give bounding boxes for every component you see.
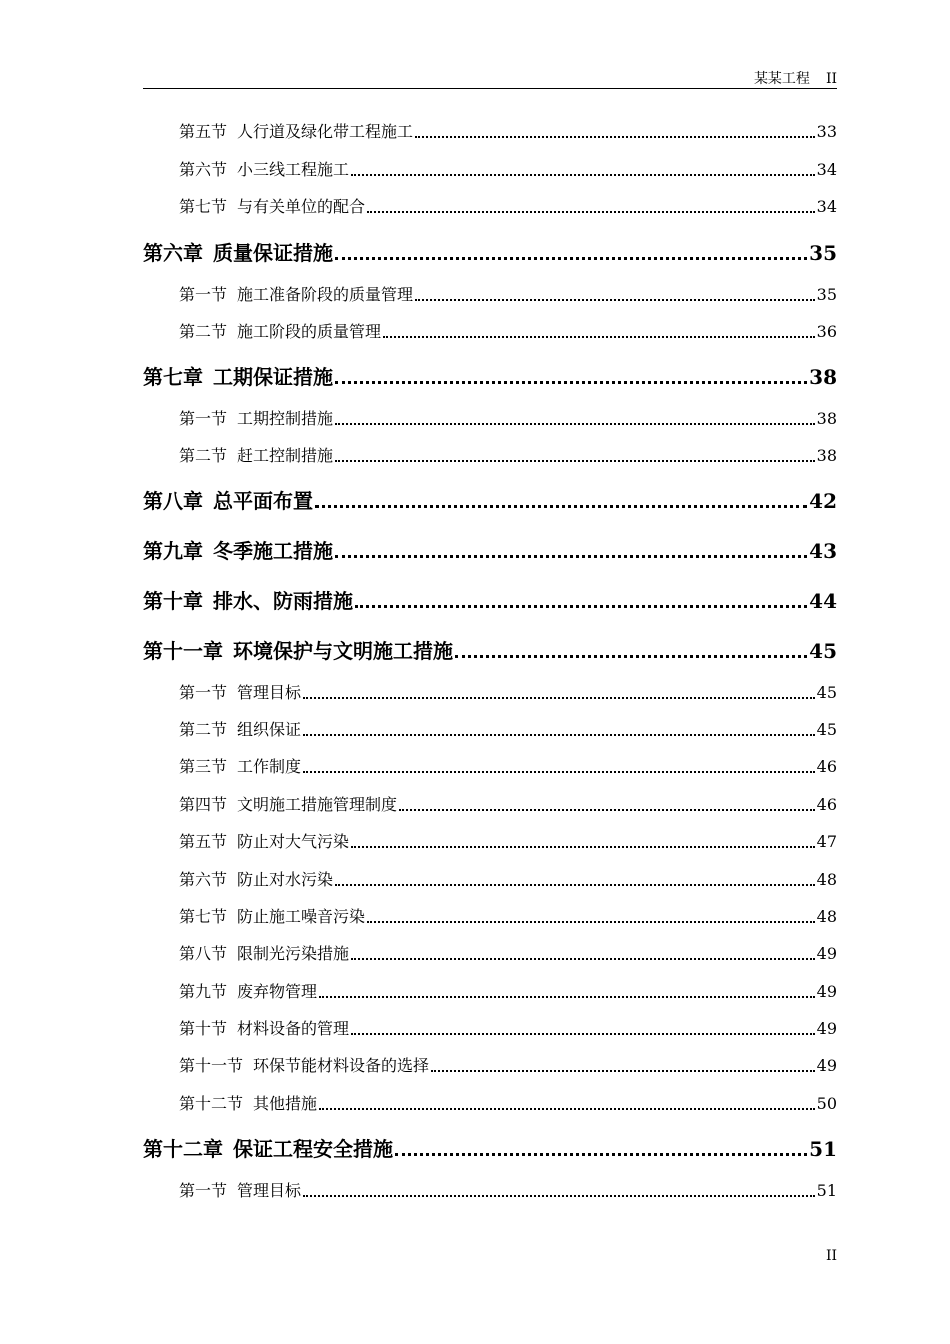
toc-dot-leader — [355, 605, 807, 608]
toc-section-entry[interactable] — [179, 681, 837, 705]
toc-dot-leader — [315, 505, 807, 508]
toc-dot-leader — [351, 174, 815, 176]
toc-entry-text: 材料设备的管理 — [237, 1019, 350, 1038]
toc-chapter-entry[interactable] — [143, 362, 837, 392]
toc-entry-page: 49 — [816, 944, 837, 963]
toc-entry-text: 施工准备阶段的质量管理 — [237, 285, 414, 304]
toc-entry-number: 第七节 — [179, 907, 228, 926]
toc-entry-text: 限制光污染措施 — [237, 944, 350, 963]
toc-section-entry[interactable] — [179, 407, 837, 431]
toc-dot-leader — [335, 555, 807, 558]
toc-entry-text: 管理目标 — [237, 1181, 302, 1200]
toc-chapter-entry[interactable] — [143, 1134, 837, 1164]
toc-entry-number: 第八章 — [143, 489, 203, 513]
toc-entry-title — [179, 120, 413, 144]
toc-entry-text: 总平面布置 — [213, 489, 313, 513]
toc-entry-page: 50 — [816, 1094, 837, 1113]
header-page-number: II — [825, 71, 837, 87]
toc-entry-number: 第一节 — [179, 285, 228, 304]
toc-dot-leader — [335, 257, 807, 260]
toc-entry-text: 与有关单位的配合 — [237, 197, 366, 216]
toc-entry-title — [143, 362, 333, 392]
toc-entry-title — [143, 238, 333, 268]
toc-entry-title — [143, 536, 333, 566]
toc-entry-number: 第六章 — [143, 241, 203, 265]
toc-entry-number: 第十一节 — [179, 1056, 244, 1075]
toc-entry-title — [179, 320, 381, 344]
toc-entry-text: 防止施工噪音污染 — [237, 907, 366, 926]
toc-dot-leader — [351, 1033, 815, 1035]
toc-entry-text: 工期控制措施 — [237, 409, 334, 428]
toc-chapter-entry[interactable] — [143, 486, 837, 516]
toc-dot-leader — [319, 996, 815, 998]
toc-entry-page: 43 — [809, 539, 837, 563]
toc-dot-leader — [335, 884, 815, 886]
toc-entry-number: 第五节 — [179, 122, 228, 141]
toc-entry-number: 第二节 — [179, 322, 228, 341]
toc-section-entry[interactable] — [179, 120, 837, 144]
toc-chapter-entry[interactable] — [143, 636, 837, 666]
toc-entry-title — [179, 793, 397, 817]
toc-entry-text: 工期保证措施 — [213, 365, 333, 389]
toc-entry-text: 防止对水污染 — [237, 870, 334, 889]
toc-entry-number: 第十二节 — [179, 1094, 244, 1113]
toc-entry-title — [143, 636, 453, 666]
toc-entry-text: 工作制度 — [237, 757, 302, 776]
toc-dot-leader — [399, 809, 815, 811]
toc-dot-leader — [383, 336, 815, 338]
toc-entry-number: 第五节 — [179, 832, 228, 851]
toc-entry-title — [143, 486, 313, 516]
toc-entry-page: 45 — [816, 720, 837, 739]
toc-chapter-entry[interactable] — [143, 586, 837, 616]
toc-entry-title — [179, 980, 317, 1004]
toc-dot-leader — [303, 1195, 815, 1197]
toc-entry-page: 48 — [816, 870, 837, 889]
toc-chapter-entry[interactable] — [143, 536, 837, 566]
toc-entry-title — [179, 444, 333, 468]
toc-entry-title — [179, 718, 301, 742]
toc-entry-page: 38 — [816, 409, 837, 428]
toc-entry-title — [179, 158, 349, 182]
toc-entry-title — [143, 1134, 393, 1164]
toc-entry-number: 第四节 — [179, 795, 228, 814]
toc-entry-number: 第十二章 — [143, 1137, 223, 1161]
toc-dot-leader — [415, 136, 815, 138]
toc-entry-title — [179, 1092, 317, 1116]
toc-section-entry[interactable] — [179, 283, 837, 307]
toc-dot-leader — [455, 655, 807, 658]
toc-dot-leader — [431, 1070, 815, 1072]
toc-entry-number: 第十一章 — [143, 639, 223, 663]
toc-entry-title — [179, 755, 301, 779]
toc-entry-text: 环境保护与文明施工措施 — [233, 639, 453, 663]
toc-entry-text: 组织保证 — [237, 720, 302, 739]
toc-entry-number: 第一节 — [179, 1181, 228, 1200]
toc-entry-number: 第九节 — [179, 982, 228, 1001]
toc-dot-leader — [303, 771, 815, 773]
toc-dot-leader — [335, 460, 815, 462]
toc-entry-title — [179, 1179, 301, 1203]
toc-section-entry[interactable] — [179, 755, 837, 779]
toc-section-entry[interactable] — [179, 1017, 837, 1041]
toc-entry-number: 第七节 — [179, 197, 228, 216]
toc-entry-number: 第二节 — [179, 720, 228, 739]
toc-entry-number: 第三节 — [179, 757, 228, 776]
footer-page-number: II — [825, 1248, 837, 1264]
toc-section-entry[interactable] — [179, 830, 837, 854]
toc-entry-title — [179, 905, 365, 929]
toc-entry-page: 49 — [816, 982, 837, 1001]
toc-entry-page: 45 — [816, 683, 837, 702]
toc-entry-page: 45 — [809, 639, 837, 663]
toc-entry-text: 保证工程安全措施 — [233, 1137, 393, 1161]
toc-section-entry[interactable] — [179, 158, 837, 182]
toc-entry-page: 51 — [816, 1181, 837, 1200]
toc-entry-text: 人行道及绿化带工程施工 — [237, 122, 414, 141]
toc-entry-title — [179, 868, 333, 892]
toc-entry-title — [179, 1017, 349, 1041]
toc-entry-page: 38 — [816, 446, 837, 465]
toc-entry-text: 赶工控制措施 — [237, 446, 334, 465]
toc-dot-leader — [335, 423, 815, 425]
toc-entry-number: 第十节 — [179, 1019, 228, 1038]
toc-entry-number: 第一节 — [179, 683, 228, 702]
toc-entry-text: 小三线工程施工 — [237, 160, 350, 179]
toc-entry-title — [179, 283, 413, 307]
toc-section-entry[interactable] — [179, 868, 837, 892]
toc-entry-text: 环保节能材料设备的选择 — [253, 1056, 430, 1075]
toc-entry-text: 施工阶段的质量管理 — [237, 322, 382, 341]
toc-entry-page: 49 — [816, 1019, 837, 1038]
toc-entry-number: 第一节 — [179, 409, 228, 428]
toc-entry-number: 第七章 — [143, 365, 203, 389]
toc-entry-number: 第二节 — [179, 446, 228, 465]
toc-entry-page: 38 — [809, 365, 837, 389]
toc-section-entry[interactable] — [179, 444, 837, 468]
toc-dot-leader — [395, 1153, 807, 1156]
toc-entry-title — [179, 830, 349, 854]
toc-entry-title — [143, 586, 353, 616]
toc-entry-page: 34 — [816, 160, 837, 179]
toc-section-entry[interactable] — [179, 1092, 837, 1116]
toc-entry-page: 36 — [816, 322, 837, 341]
toc-entry-page: 47 — [816, 832, 837, 851]
toc-entry-page: 35 — [809, 241, 837, 265]
toc-entry-text: 质量保证措施 — [213, 241, 333, 265]
toc-entry-page: 51 — [809, 1137, 837, 1161]
toc-entry-text: 排水、防雨措施 — [213, 589, 353, 613]
toc-entry-page: 42 — [809, 489, 837, 513]
toc-entry-number: 第六节 — [179, 160, 228, 179]
toc-entry-page: 34 — [816, 197, 837, 216]
toc-entry-title — [179, 407, 333, 431]
toc-entry-page: 33 — [816, 122, 837, 141]
toc-entry-page: 44 — [809, 589, 837, 613]
header-title: 某某工程 — [753, 71, 810, 87]
toc-entry-page: 46 — [816, 795, 837, 814]
toc-section-entry[interactable] — [179, 1054, 837, 1078]
toc-entry-text: 管理目标 — [237, 683, 302, 702]
toc-section-entry[interactable] — [179, 195, 837, 219]
toc-entry-title — [179, 681, 301, 705]
toc-section-entry[interactable] — [179, 980, 837, 1004]
toc-dot-leader — [351, 846, 815, 848]
toc-entry-text: 冬季施工措施 — [213, 539, 333, 563]
toc-dot-leader — [367, 921, 815, 923]
toc-entry-title — [179, 942, 349, 966]
toc-section-entry[interactable] — [179, 1179, 837, 1203]
toc-dot-leader — [319, 1108, 815, 1110]
toc-entry-text: 废弃物管理 — [237, 982, 318, 1001]
toc-entry-number: 第九章 — [143, 539, 203, 563]
toc-section-entry[interactable] — [179, 793, 837, 817]
toc-entry-page: 35 — [816, 285, 837, 304]
toc-entry-text: 文明施工措施管理制度 — [237, 795, 398, 814]
toc-section-entry[interactable] — [179, 718, 837, 742]
toc-entry-number: 第十章 — [143, 589, 203, 613]
toc-dot-leader — [367, 211, 815, 213]
toc-section-entry[interactable] — [179, 905, 837, 929]
toc-entry-text: 防止对大气污染 — [237, 832, 350, 851]
toc-dot-leader — [303, 697, 815, 699]
toc-chapter-entry[interactable] — [143, 238, 837, 268]
toc-dot-leader — [351, 958, 815, 960]
toc-entry-page: 48 — [816, 907, 837, 926]
toc-section-entry[interactable] — [179, 942, 837, 966]
toc-dot-leader — [335, 381, 807, 384]
toc-entry-title — [179, 195, 365, 219]
toc-entry-page: 46 — [816, 757, 837, 776]
toc-entry-text: 其他措施 — [253, 1094, 318, 1113]
toc-entry-page: 49 — [816, 1056, 837, 1075]
toc-entry-title — [179, 1054, 429, 1078]
toc-section-entry[interactable] — [179, 320, 837, 344]
toc-entry-number: 第六节 — [179, 870, 228, 889]
toc-entry-number: 第八节 — [179, 944, 228, 963]
toc-dot-leader — [303, 734, 815, 736]
toc-dot-leader — [415, 299, 815, 301]
